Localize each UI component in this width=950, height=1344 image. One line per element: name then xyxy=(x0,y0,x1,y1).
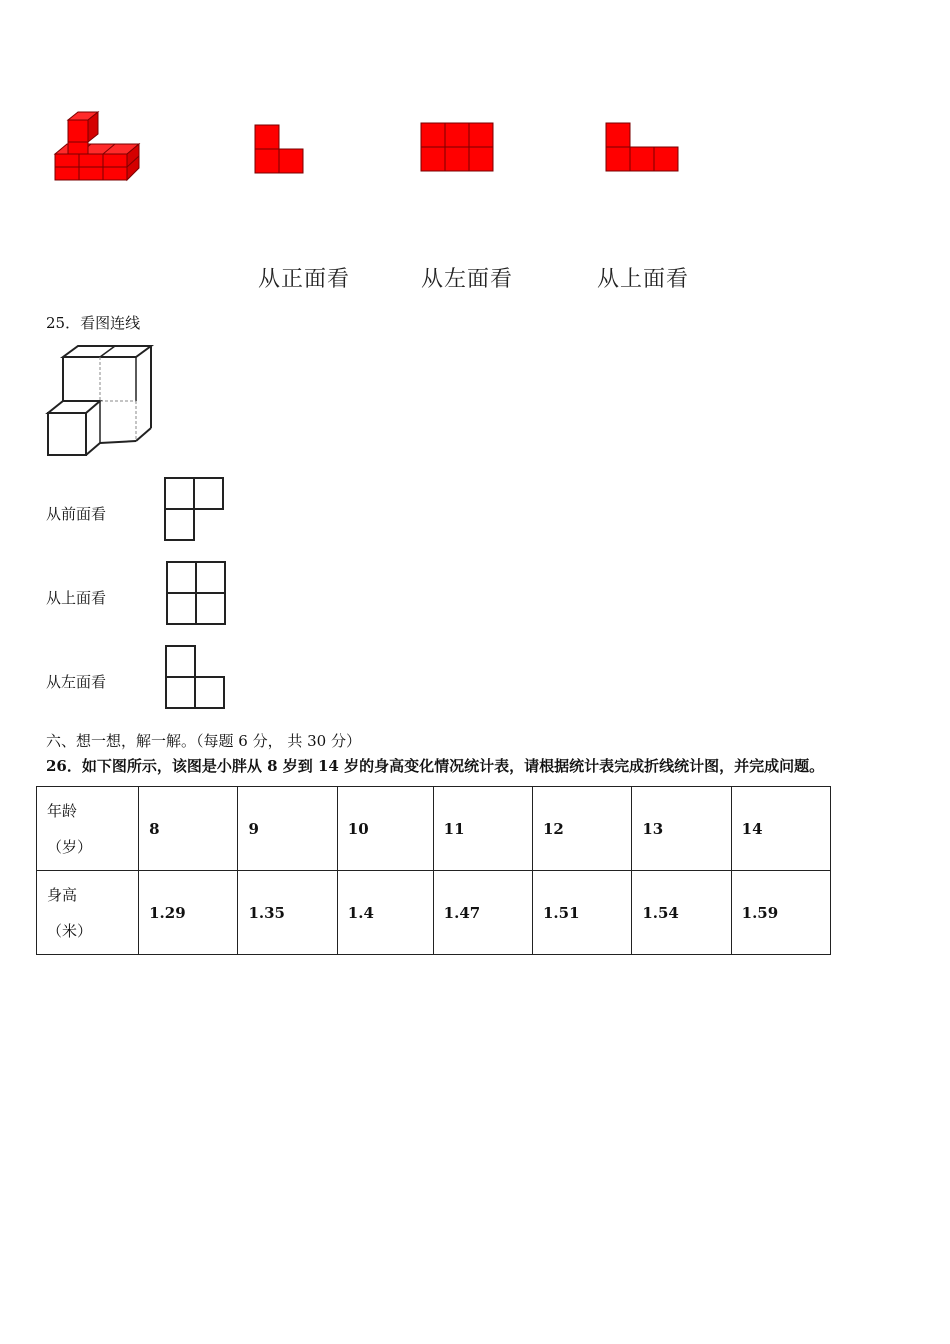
header-age-label: 年龄 xyxy=(47,801,78,820)
height-cell: 1.51 xyxy=(532,871,631,955)
table-row xyxy=(37,787,831,871)
q25-view-top-label: 从上面看 xyxy=(46,589,107,607)
height-cell: 1.54 xyxy=(632,871,731,955)
q25-view-left-label: 从左面看 xyxy=(46,673,107,691)
age-cell: 11 xyxy=(433,787,532,871)
height-cell: 1.59 xyxy=(731,871,830,955)
age-cell: 9 xyxy=(238,787,337,871)
grid-view-l-shape-top xyxy=(163,476,225,542)
q25-title: 25．看图连线 xyxy=(46,314,141,332)
table-row xyxy=(37,871,831,955)
red-front-view-figure xyxy=(254,124,306,176)
wireframe-cube-figure xyxy=(46,343,158,461)
table-row-header-age xyxy=(37,787,139,871)
height-cell: 1.29 xyxy=(139,871,238,955)
grid-view-square xyxy=(165,560,227,626)
header-height-unit: （米） xyxy=(47,921,93,940)
age-cell: 10 xyxy=(337,787,433,871)
q26-text: 26．如下图所示，该图是小胖从 8 岁到 14 岁的身高变化情况统计表，请根据统计表完成折线统计图，并完成问题。 xyxy=(46,757,825,775)
section6-title: 六、想一想，解一解。（每题 6 分， 共 30 分） xyxy=(46,732,361,750)
table-row-header-height xyxy=(37,871,139,955)
age-cell: 12 xyxy=(532,787,631,871)
age-cell: 14 xyxy=(731,787,830,871)
red-left-view-figure xyxy=(420,122,495,174)
header-age-unit: （岁） xyxy=(47,837,93,856)
age-cell: 8 xyxy=(139,787,238,871)
label-top-view: 从上面看 xyxy=(597,267,690,292)
red-top-view-figure xyxy=(605,122,680,174)
height-cell: 1.4 xyxy=(337,871,433,955)
label-front-view: 从正面看 xyxy=(258,267,351,292)
height-stats-table xyxy=(36,786,831,955)
label-left-view: 从左面看 xyxy=(421,267,514,292)
height-cell: 1.35 xyxy=(238,871,337,955)
age-cell: 13 xyxy=(632,787,731,871)
red-cube-3d-figure xyxy=(52,108,152,183)
grid-view-l-shape-bottom xyxy=(164,644,226,710)
q25-view-front-label: 从前面看 xyxy=(46,505,107,523)
height-cell: 1.47 xyxy=(433,871,532,955)
header-height-label: 身高 xyxy=(47,885,78,904)
